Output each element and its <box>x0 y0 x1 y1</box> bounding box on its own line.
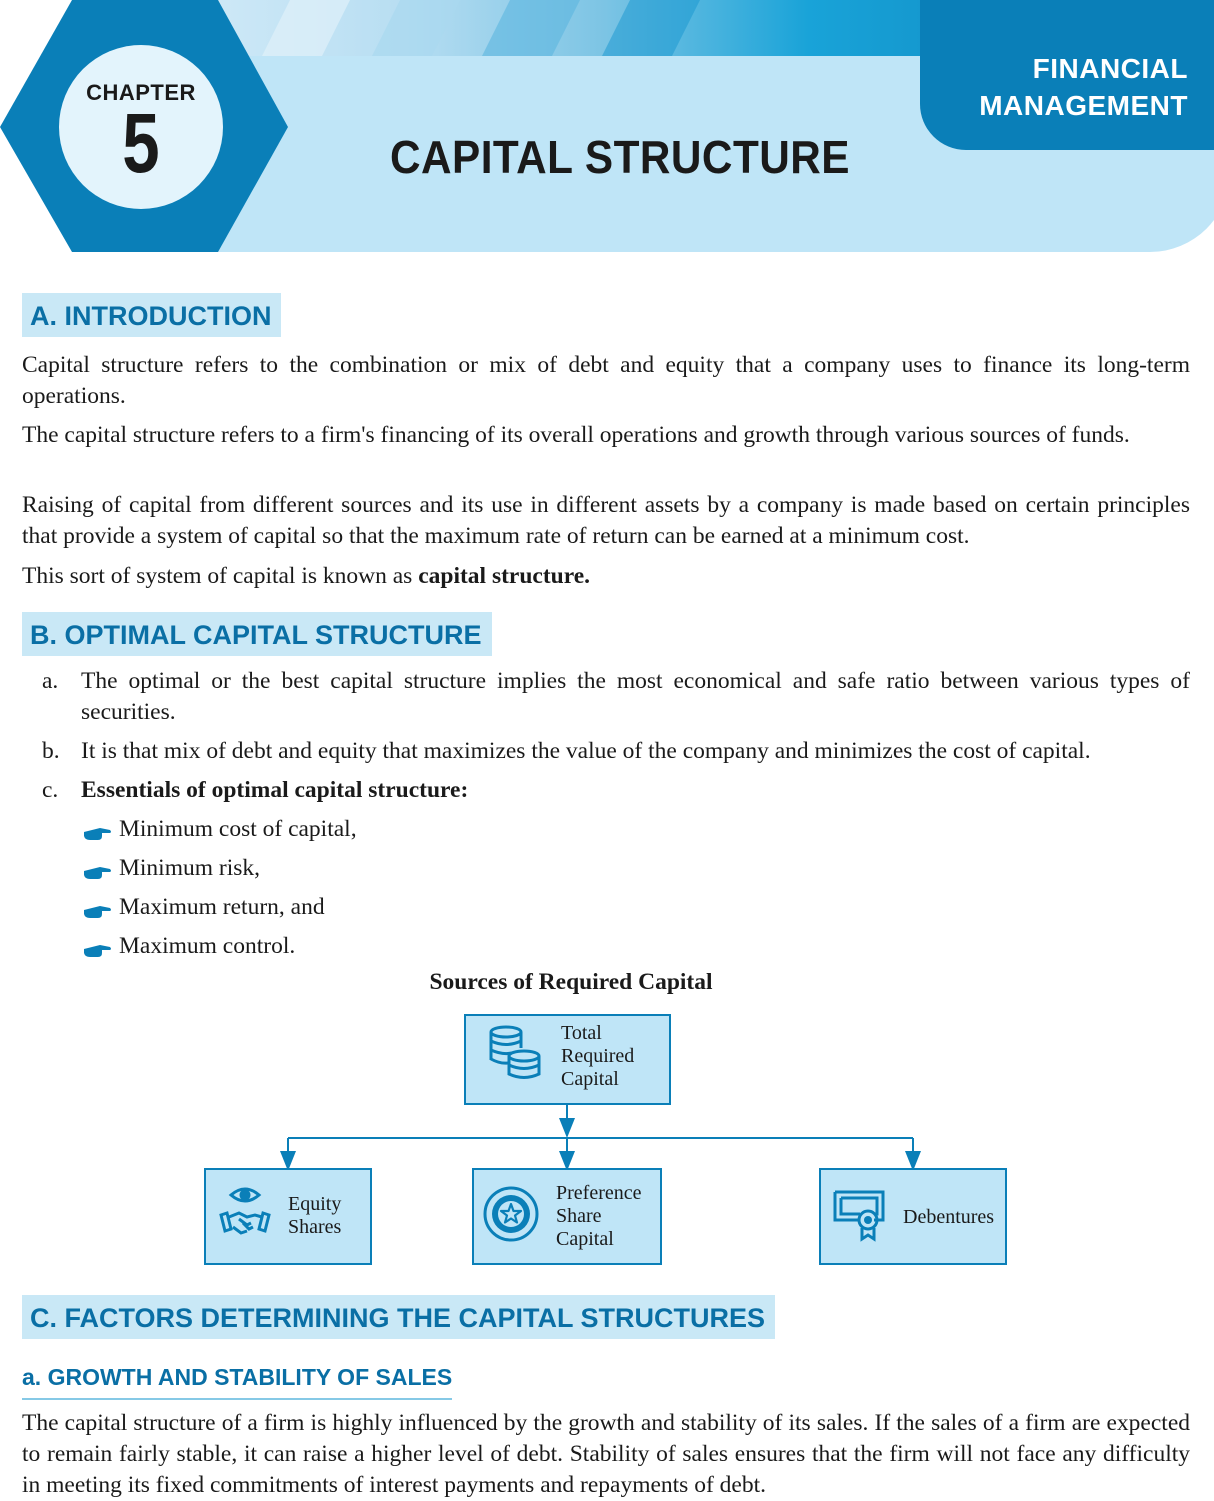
certificate-icon <box>830 1184 888 1242</box>
essential-bullet-2: Minimum risk, <box>119 855 261 881</box>
essential-bullet-1: Minimum cost of capital, <box>119 816 357 842</box>
intro-paragraph-4-text: This sort of system of capital is known as <box>22 563 419 589</box>
label-line: Preference <box>556 1182 642 1204</box>
label-line: Capital <box>556 1228 614 1250</box>
preference-share-capital-label <box>556 1182 642 1251</box>
optimal-item-b: It is that mix of debt and equity that maximizes the value of the company and minimizes the cost of capital. <box>81 738 1091 764</box>
optimal-item-a: The optimal or the best capital structure implies the most economical and safe ratio between various types of securities. <box>81 668 1190 725</box>
label-line: Shares <box>288 1216 342 1238</box>
label-line: Required <box>561 1045 635 1067</box>
pointing-hand-icon <box>82 861 112 881</box>
section-c-heading: C. FACTORS DETERMINING THE CAPITAL STRUCTURES <box>22 1295 775 1339</box>
equity-shares-label <box>288 1193 341 1239</box>
label-line: Total <box>561 1022 602 1044</box>
chapter-number: 5 <box>122 96 160 190</box>
section-a-heading: A. INTRODUCTION <box>22 293 281 337</box>
intro-paragraph-2: The capital structure refers to a firm's financing of its overall operations and growth through various sources of funds. <box>22 422 1130 448</box>
star-badge-icon <box>482 1185 540 1243</box>
chapter-label: CHAPTER <box>86 80 196 105</box>
label-line: Debentures <box>903 1206 995 1228</box>
capital-structure-term: capital structure. <box>418 563 591 589</box>
pointing-hand-icon <box>82 822 112 842</box>
debentures-label <box>903 1206 994 1229</box>
label-line: Share <box>556 1205 602 1227</box>
pointing-hand-icon <box>82 939 112 959</box>
intro-paragraph-1: Capital structure refers to the combination or mix of debt and equity that a company uses to finance its long-term operations. <box>22 352 1190 409</box>
section-b-heading: B. OPTIMAL CAPITAL STRUCTURE <box>22 612 492 656</box>
label-line: Equity <box>288 1193 342 1215</box>
sub-heading-growth-stability: a. GROWTH AND STABILITY OF SALES <box>22 1362 452 1400</box>
diagram-title: Sources of Required Capital <box>429 969 713 995</box>
list-marker-a: a. <box>42 668 59 694</box>
essential-bullet-4: Maximum control. <box>119 933 296 959</box>
list-marker-b: b. <box>42 738 60 764</box>
subject-line-2: MANAGEMENT <box>979 90 1188 121</box>
essential-bullet-3: Maximum return, and <box>119 894 325 920</box>
list-marker-c: c. <box>42 777 59 803</box>
subject-line-1: FINANCIAL <box>1032 53 1188 84</box>
intro-paragraph-3: Raising of capital from different sources and its use in different assets by a company is made based on certain principles that provide a system of capital so that the maximum rate of return can be earned at a minimum cost. <box>22 492 1190 549</box>
intro-paragraph-4 <box>22 561 1190 592</box>
optimal-item-c: Essentials of optimal capital structure: <box>81 777 469 803</box>
pointing-hand-icon <box>82 900 112 920</box>
total-required-capital-label <box>561 1022 634 1091</box>
header-stripes <box>200 0 900 60</box>
label-line: Capital <box>561 1068 619 1090</box>
chapter-title: CAPITAL STRUCTURE <box>389 131 850 183</box>
chapter-header <box>0 0 1214 260</box>
growth-stability-paragraph: The capital structure of a firm is highly influenced by the growth and stability of its sales. If the sales of a firm are expected to remain fairly stable, it can raise a higher level of debt. Stability of sales ensures that the firm will not face any difficulty in meeting its fixed commitments of interest payments and repayments of debt. <box>22 1410 1190 1498</box>
coins-stack-icon <box>486 1024 546 1082</box>
handshake-eye-icon <box>217 1185 273 1241</box>
subject-label <box>908 50 1188 124</box>
